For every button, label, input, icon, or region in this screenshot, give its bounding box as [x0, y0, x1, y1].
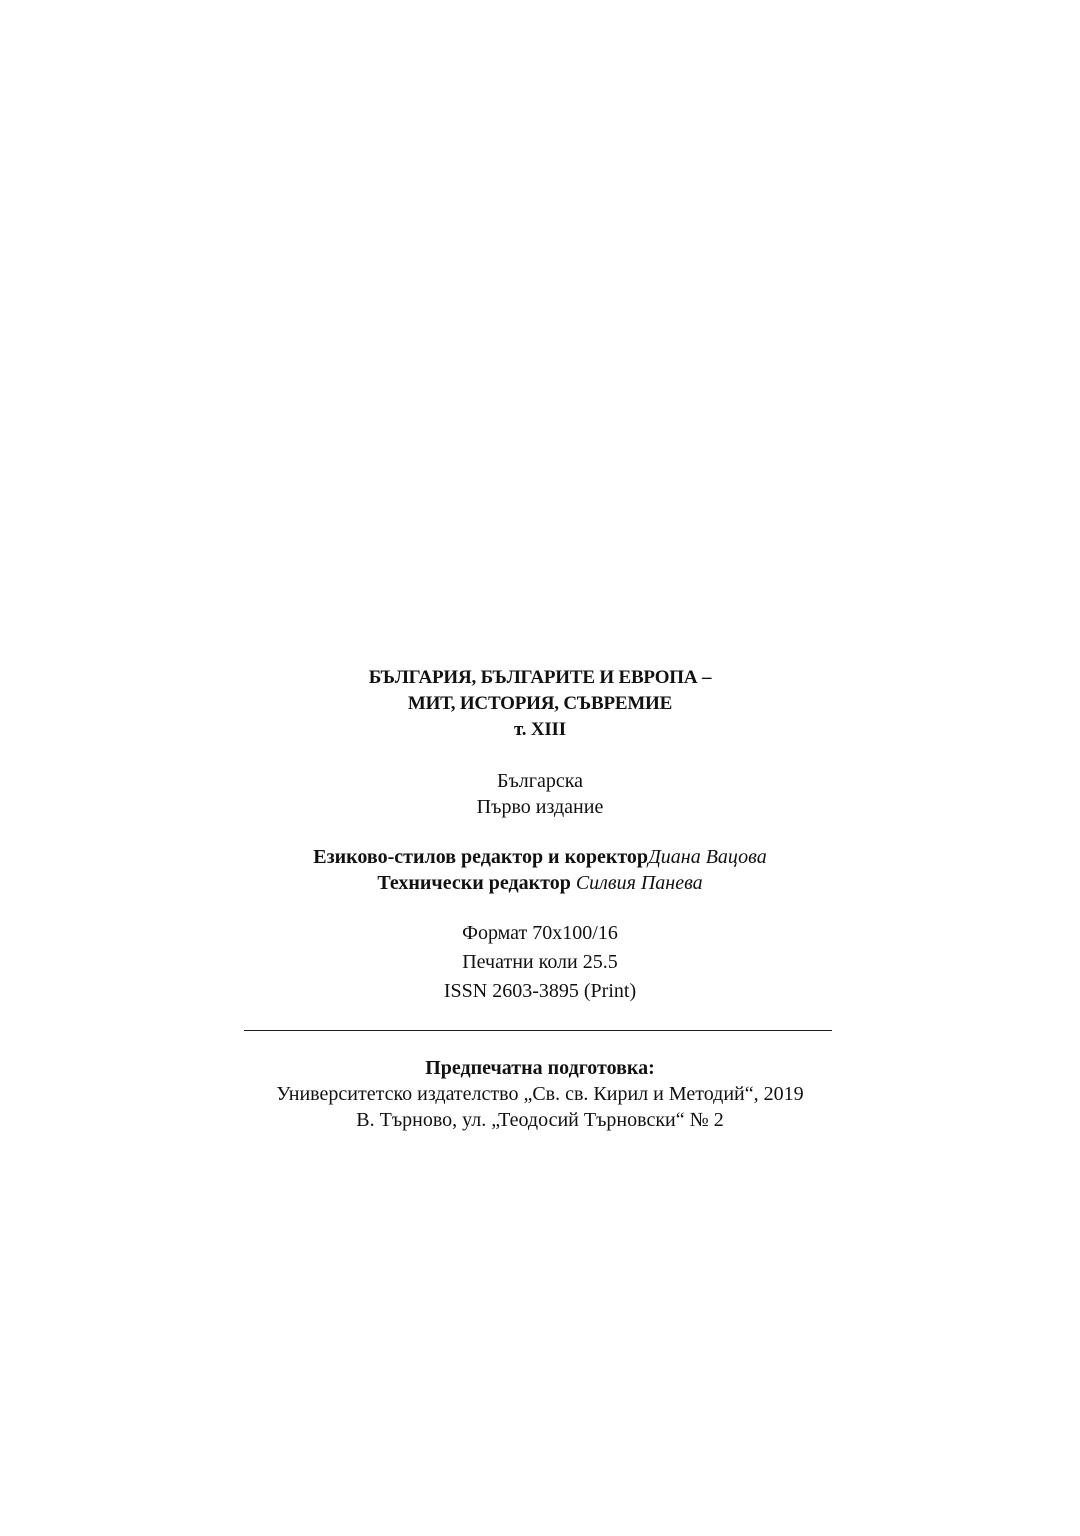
edition-note: Първо издание: [476, 796, 604, 818]
address-line: В. Търново, ул. „Теодосий Търновски“ № 2: [356, 1109, 724, 1131]
prepress-heading: Предпечатна подготовка:: [425, 1057, 655, 1079]
volume-number: т. XIII: [514, 719, 566, 740]
format-spec: Формат 70x100/16: [462, 922, 618, 944]
language-note: Българска: [496, 770, 584, 792]
technical-editor-line: [0, 873, 1080, 893]
horizontal-rule: [244, 1030, 832, 1031]
publisher-line: Университетско издателство „Св. св. Кирил и Методий“, 2019: [276, 1083, 804, 1105]
language-editor-label: Езиково-стилов редактор и коректор: [313, 846, 649, 868]
language-editor-line: [0, 847, 1080, 867]
issn-spec: ISSN 2603-3895 (Print): [443, 980, 637, 1002]
book-title-line-2: МИТ, ИСТОРИЯ, СЪВРЕМИЕ: [407, 693, 673, 714]
printed-sheets-spec: Печатни коли 25.5: [462, 951, 618, 973]
book-title-line-1: БЪЛГАРИЯ, БЪЛГАРИТЕ И ЕВРОПА –: [368, 667, 712, 688]
technical-editor-label: Технически редактор: [377, 872, 571, 894]
technical-editor-name: Силвия Панева: [575, 872, 703, 894]
language-editor-name: Диана Вацова: [648, 846, 767, 868]
